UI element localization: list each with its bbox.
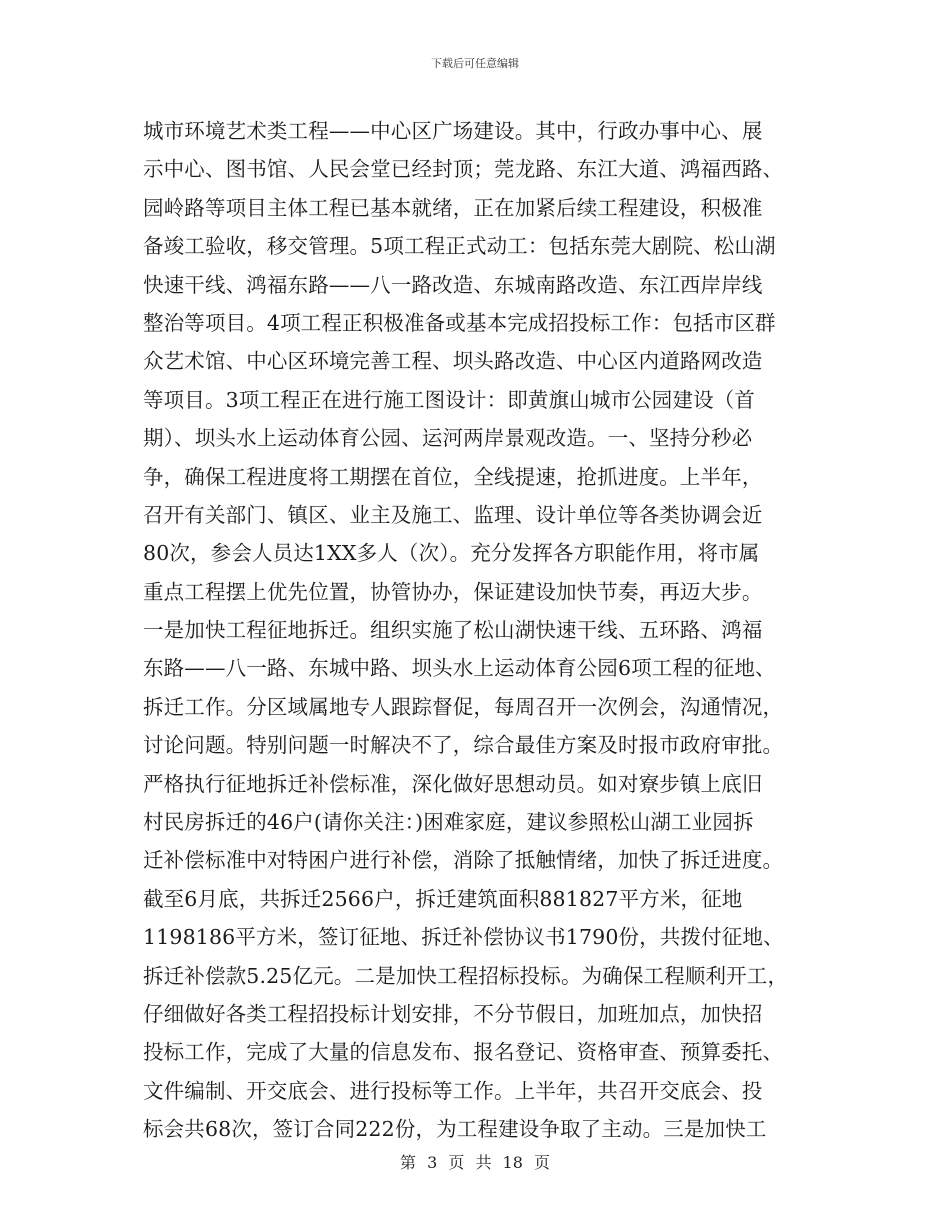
body-line: 拆迁补偿款5.25亿元。二是加快工程招标投标。为确保工程顺利开工， <box>143 963 789 988</box>
body-line: 东路——八一路、东城中路、坝头水上运动体育公园6项工程的征地、 <box>143 656 776 681</box>
body-line: 示中心、图书馆、人民会堂已经封顶；莞龙路、东江大道、鸿福西路、 <box>143 157 784 182</box>
body-line: 备竣工验收，移交管理。5项工程正式动工：包括东莞大剧院、松山湖 <box>143 234 776 259</box>
body-line: 标会共68次，签订合同222份，为工程建设争取了主动。三是加快工 <box>143 1117 767 1142</box>
body-line: 整治等项目。4项工程正积极准备或基本完成招投标工作：包括市区群 <box>143 310 776 335</box>
document-body <box>143 112 808 1149</box>
body-line: 争，确保工程进度将工期摆在首位，全线提速，抢抓进度。上半年， <box>143 464 763 489</box>
body-line: 一是加快工程征地拆迁。组织实施了松山湖快速干线、五环路、鸿福 <box>143 618 763 643</box>
body-line: 拆迁工作。分区域属地专人跟踪督促，每周召开一次例会，沟通情况， <box>143 694 784 719</box>
body-line: 文件编制、开交底会、进行投标等工作。上半年，共召开交底会、投 <box>143 1078 763 1103</box>
body-line: 众艺术馆、中心区环境完善工程、坝头路改造、中心区内道路网改造 <box>143 349 763 374</box>
body-line: 召开有关部门、镇区、业主及施工、监理、设计单位等各类协调会近 <box>143 502 763 527</box>
body-line: 截至6月底，共拆迁2566户，拆迁建筑面积881827平方米，征地 <box>143 886 743 911</box>
body-line: 讨论问题。特别问题一时解决不了，综合最佳方案及时报市政府审批。 <box>143 733 784 758</box>
body-line: 仔细做好各类工程招投标计划安排，不分节假日，加班加点，加快招 <box>143 1001 763 1026</box>
body-line: 村民房拆迁的46户(请你关注：)困难家庭，建议参照松山湖工业园拆 <box>143 810 754 835</box>
body-line: 重点工程摆上优先位置，协管协办，保证建设加快节奏，再迈大步。 <box>143 579 763 604</box>
body-line: 园岭路等项目主体工程已基本就绪，正在加紧后续工程建设，积极准 <box>143 195 763 220</box>
body-line: 投标工作，完成了大量的信息发布、报名登记、资格审查、预算委托、 <box>143 1040 784 1065</box>
body-line: 快速干线、鸿福东路——八一路改造、东城南路改造、东江西岸岸线 <box>143 272 763 297</box>
page-footer: 第 3 页 共 18 页 <box>400 1153 550 1172</box>
page-header: 下载后可任意编辑 <box>431 57 519 70</box>
body-line: 城市环境艺术类工程——中心区广场建设。其中，行政办事中心、展 <box>143 119 763 143</box>
body-line: 期）、坝头水上运动体育公园、运河两岸景观改造。一、坚持分秒必 <box>143 426 753 451</box>
body-line: 迁补偿标准中对特困户进行补偿，消除了抵触情绪，加快了拆迁进度。 <box>143 848 784 873</box>
body-line: 等项目。3项工程正在进行施工图设计：即黄旗山城市公园建设（首 <box>143 387 756 412</box>
body-line: 80次，参会人员达1XX多人（次）。充分发挥各方职能作用，将市属 <box>143 541 760 566</box>
body-line: 严格执行征地拆迁补偿标准，深化做好思想动员。如对寮步镇上底旧 <box>143 771 763 796</box>
body-line: 1198186平方米，签订征地、拆迁补偿协议书1790份，共拨付征地、 <box>143 925 784 950</box>
